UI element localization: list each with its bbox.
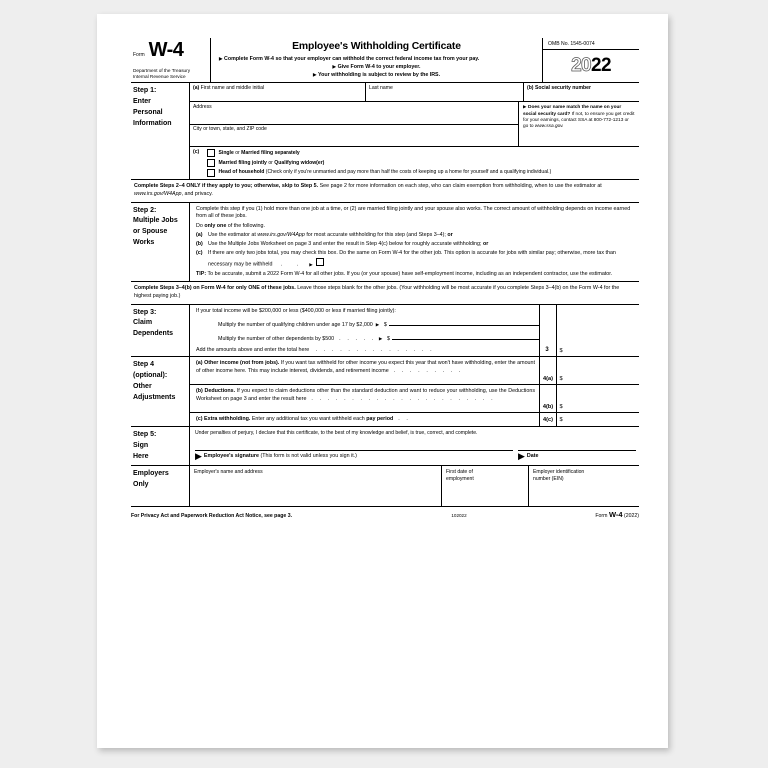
step-4c-dollar: $: [559, 417, 563, 424]
steps-3-4b-notice: [131, 282, 639, 304]
w4-form: [131, 38, 639, 520]
step-4a-line-number: 4(a): [543, 375, 553, 382]
field-tag-a: (a): [193, 84, 200, 91]
step-3-total-row: [196, 347, 539, 354]
steps-3-4b-notice-bold: Complete Steps 3–4(b) on Form W-4 for only ONE of these jobs.: [134, 285, 296, 292]
step-3-label: [131, 305, 190, 357]
city-state-zip-field[interactable]: [190, 125, 518, 147]
step-4b-dots: . . . . . . . . . . . . . . . . . . . . . . .: [311, 395, 496, 402]
step-4a-amount-col[interactable]: [556, 357, 639, 384]
first-date-label-line-1: First date of: [446, 468, 473, 475]
ssa-website: www.ssa.gov.: [534, 124, 564, 130]
step-4c-amount-col[interactable]: [556, 413, 639, 426]
last-name-field[interactable]: [366, 83, 524, 101]
step-4b-title: Deductions.: [204, 388, 236, 395]
employers-only-section: [131, 466, 639, 507]
step-2-option-b-key: (b): [196, 241, 203, 248]
employers-label-line-2: Only: [133, 481, 149, 489]
step-2-option-b: [196, 241, 636, 249]
step-4c-dots: . .: [398, 416, 411, 423]
form-title: Employee's Withholding Certificate: [292, 41, 461, 52]
address-field[interactable]: [190, 102, 518, 125]
ein-field[interactable]: [529, 466, 639, 506]
form-identity-block: [131, 38, 211, 82]
step-2-label: [131, 203, 190, 282]
step-4c-body: Enter any additional tax you want withheld each: [250, 416, 367, 423]
bullet-2: [215, 63, 538, 71]
filing-status-joint[interactable]: [207, 159, 639, 167]
date-line[interactable]: [518, 449, 636, 451]
step-2-label-line-1: Step 2:: [133, 206, 157, 214]
checkbox-two-jobs[interactable]: [316, 258, 324, 266]
step-3-children-input[interactable]: [389, 318, 539, 326]
step-2-option-c-key: (c): [196, 250, 203, 257]
step-4-label: [131, 357, 190, 426]
checkbox-head-of-household[interactable]: [207, 169, 215, 177]
filing-status-hoh-label: Head of household: [218, 169, 265, 176]
ssn-label: Social security number: [534, 84, 591, 91]
step-2-option-a-text: [208, 232, 636, 240]
omb-year-block: [543, 38, 639, 82]
employers-label-line-1: Employers: [133, 470, 169, 478]
step-4c-number-col: [539, 413, 556, 426]
step-4a-text: [190, 357, 539, 384]
step-2-label-line-3: or Spouse: [133, 228, 168, 236]
address-label: Address: [193, 103, 212, 110]
filing-status-single-label2: Married filing separately: [241, 150, 300, 157]
step-4b-row: [190, 384, 639, 412]
opt-a-post: for most accurate withholding for this step (and Steps 3–4);: [304, 232, 448, 239]
department-line-1: Department of the Treasury: [133, 67, 191, 73]
step-2-tip-text: To be accurate, submit a 2022 Form W-4 for all other jobs. If you (or your spouse) have self-employment income, including as an independent contractor, use the estimator.: [206, 270, 613, 277]
field-tag-b: (b): [527, 84, 534, 91]
arrow-right-icon: ▶: [518, 451, 525, 462]
step-4a-title: Other income (not from jobs).: [204, 360, 280, 367]
bullet-2-text: Give Form W-4 to your employer.: [337, 64, 421, 71]
arrow-right-icon: ▶: [332, 64, 337, 70]
form-word-label: Form: [133, 52, 145, 58]
step-4c-line-number: 4(c): [543, 417, 553, 424]
bullet-3: [215, 71, 538, 79]
step-3-section: [131, 305, 639, 358]
step-4b-number-col: [539, 385, 556, 412]
filing-status-joint-label: Married filing jointly: [218, 159, 267, 166]
step-3-total-dots: . . . . . . . . . . . . . . .: [315, 346, 435, 353]
step-5-section: [131, 427, 639, 467]
step-1-label-line-1: Step 1:: [133, 87, 157, 95]
employers-only-label: [131, 466, 190, 506]
step-1-label-line-2: Enter: [133, 98, 151, 106]
date-label: Date: [526, 452, 539, 459]
checkbox-single[interactable]: [207, 149, 215, 157]
first-date-label-line-2: employment: [446, 475, 474, 482]
arrow-right-icon: ▶: [312, 72, 317, 78]
ssn-note-body: If not, to ensure you get credit for your earnings, contact SSA at 800-772-1213 or go to: [523, 111, 635, 130]
irs-w4app-url: www.irs.gov/W4App: [134, 190, 182, 197]
step-4c-pay-period: pay period: [366, 416, 394, 423]
form-number: W-4: [148, 39, 184, 61]
employer-name-address-label: Employer's name and address: [194, 468, 263, 475]
checkbox-married-jointly[interactable]: [207, 159, 215, 167]
step-5-label-line-2: Sign: [133, 441, 149, 449]
step-3-children-label: Multiply the number of qualifying children under age 17 by $2,000: [218, 322, 373, 329]
step-1-label-line-4: Information: [133, 119, 172, 127]
step-4b-line-number: 4(b): [542, 403, 554, 410]
step-3-others-dollar: $: [386, 336, 390, 343]
step-4c-text: [190, 413, 539, 426]
form-number-line: [133, 40, 207, 60]
filing-status-joint-conj: or: [266, 159, 275, 166]
step-2-label-line-4: Works: [133, 239, 155, 247]
step-4b-key: (b): [196, 388, 203, 395]
step-2-label-line-2: Multiple Jobs: [133, 217, 178, 225]
first-date-employment-field[interactable]: [442, 466, 529, 506]
step-2-option-a: [196, 232, 636, 240]
step-2-tip: [196, 271, 636, 279]
steps-3-4b-notice-rest: Leave those steps blank for the other jobs. (Your withholding will be most accurate if you complete Steps 3–4(b) on the Form W-4 for the highest paying job.): [134, 285, 620, 299]
step-1-section: [131, 83, 639, 180]
bullet-1: [215, 55, 538, 63]
step-1-label-line-3: Personal: [133, 109, 163, 117]
tax-year-bold: 22: [591, 55, 611, 77]
department-line-2: Internal Revenue Service: [133, 74, 186, 80]
step-4-label-line-3: Other: [133, 382, 152, 390]
step-3-others-row: [196, 332, 539, 343]
tax-year-outline: 20: [571, 55, 591, 77]
step-1-label: [131, 83, 190, 179]
step-4-label-line-2: (optional):: [133, 372, 168, 380]
step-3-amount-col[interactable]: [556, 305, 639, 357]
step-3-children-dollar: $: [383, 322, 387, 329]
step-3-others-label: Multiply the number of other dependents by $500: [218, 336, 335, 343]
opt-a-pre: Use the estimator at: [208, 232, 258, 239]
ssn-note-question: Does your name match the name on your social security card?: [523, 105, 622, 117]
step-2-option-a-key: (a): [196, 232, 203, 239]
steps-2-4-notice: [131, 180, 639, 202]
step-3-intro: If your total income will be $200,000 or less ($400,000 or less if married filing jointly):: [196, 307, 396, 314]
step-2-option-c: [196, 250, 636, 269]
step-5-label: [131, 427, 190, 466]
step-4c-title: Extra withholding.: [204, 416, 251, 423]
ssn-field[interactable]: [524, 83, 639, 101]
print-code: 102022: [451, 513, 467, 519]
step-3-children-row: [196, 318, 539, 329]
omb-number: OMB No. 1545-0074: [543, 38, 639, 50]
step-4-section: [131, 357, 639, 427]
last-name-label: Last name: [369, 84, 393, 91]
filing-status-single-label: Single: [218, 150, 234, 157]
step-4c-key: (c): [196, 416, 203, 423]
step-4a-dollar: $: [559, 375, 563, 382]
opt-a-or: or: [447, 232, 453, 239]
signature-line[interactable]: [195, 449, 513, 451]
step-4a-body: If you want tax withheld for other income you expect this year that won't have withholding, enter the amount of other income here. This may include interest, dividends, and retirement income: [196, 360, 535, 374]
step-3-amount-dollar: $: [559, 347, 563, 354]
arrow-right-icon: ▶: [309, 261, 313, 267]
arrow-right-icon: ▶: [219, 56, 223, 62]
filing-status-group: [190, 146, 639, 179]
arrow-right-icon: ▶: [523, 104, 527, 110]
first-name-field[interactable]: [190, 83, 366, 101]
step-2-option-c-text: [208, 250, 636, 269]
step-3-total-label: Add the amounts above and enter the total here: [196, 346, 310, 353]
filing-status-hoh[interactable]: [207, 169, 639, 177]
step-3-others-dots: . . . . .: [339, 336, 376, 343]
footer-form-number: W-4: [608, 510, 623, 520]
do-only-pre: Do: [196, 223, 205, 230]
signature-block[interactable]: [195, 449, 513, 462]
form-title-block: [211, 38, 543, 82]
footer-form-word: Form: [595, 513, 608, 520]
steps-2-4-notice-bold: Complete Steps 2–4 ONLY if they apply to you; otherwise, skip to Step 5.: [134, 183, 319, 190]
step-3-label-line-2: Claim: [133, 319, 153, 327]
step-4-label-line-4: Adjustments: [133, 393, 176, 401]
step-3-label-line-3: Dependents: [133, 330, 174, 338]
opt-a-url: www.irs.gov/W4App: [257, 232, 305, 239]
step-4c-row: [190, 412, 639, 426]
filing-status-joint-label2: Qualifying widow(er): [274, 159, 325, 166]
steps-2-4-notice-rest: See page 2 for more information on each step, who can claim exemption from withholding, when to use the estimator at: [318, 183, 602, 190]
bullet-1-text: Complete Form W-4 so that your employer can withhold the correct federal income tax from your pay.: [224, 56, 480, 63]
filing-status-hoh-note: (Check only if you're unmarried and pay more than half the costs of keeping up a home for yourself and a qualifying individual.): [264, 169, 552, 176]
opt-b-or: or: [482, 241, 489, 248]
perjury-statement: Under penalties of perjury, I declare that this certificate, to the best of my knowledge and belief, is true, correct, and complete.: [195, 429, 478, 436]
step-4a-dots: . . . . . . . . .: [393, 367, 464, 374]
filing-status-single-conj: or: [233, 150, 242, 157]
step-4b-amount-col[interactable]: [556, 385, 639, 412]
bullet-3-text: Your withholding is subject to review by the IRS.: [318, 72, 441, 79]
city-label: City or town, state, and ZIP code: [193, 126, 267, 133]
step-2-do-only-one: [196, 223, 636, 231]
step-5-label-line-3: Here: [133, 452, 149, 460]
department-block: [133, 68, 207, 81]
arrow-right-icon: ▶: [195, 451, 202, 462]
step-3-others-input[interactable]: [392, 332, 539, 340]
step-4b-dollar: $: [559, 403, 563, 410]
filing-status-single[interactable]: [207, 149, 639, 157]
employer-name-address-field[interactable]: [190, 466, 442, 506]
step-2-tip-label: TIP:: [196, 270, 207, 277]
step-4b-text: [190, 385, 539, 412]
signature-label: Employee's signature: [203, 452, 259, 459]
step-2-section: [131, 203, 639, 283]
step-2-option-b-text: [208, 241, 636, 249]
step-4-label-line-1: Step 4: [133, 361, 155, 369]
arrow-right-icon: ▶: [375, 322, 380, 328]
tax-year: [543, 50, 639, 82]
step-2-intro: Complete this step if you (1) hold more than one job at a time, or (2) are married filing jointly and your spouse also works. The correct amount of withholding depends on income earned from all of these jobs.: [196, 205, 631, 220]
field-tag-c: (c): [193, 149, 200, 156]
step-4a-number-col: [539, 357, 556, 384]
ssn-name-match-note: [519, 102, 639, 146]
ein-label-line-1: Employer identification: [533, 468, 585, 475]
steps-2-4-notice-tail: , and privacy.: [181, 190, 213, 197]
step-4b-body: If you expect to claim deductions other than the standard deduction and want to reduce your withholding, use the Deductions Worksheet on page 3 and enter the result here: [196, 388, 535, 402]
footer-form-id: [519, 510, 639, 520]
opt-b-pre: Use the Multiple Jobs Worksheet on page 3 and enter the result in Step 4(c) below for roughly accurate withholding;: [208, 241, 483, 248]
step-3-line-number-col: [539, 305, 556, 357]
form-bullets: [215, 55, 538, 79]
form-footer: [131, 507, 639, 520]
do-only-post: of the following.: [226, 223, 265, 230]
step-5-label-line-1: Step 5:: [133, 430, 157, 438]
privacy-act-notice: For Privacy Act and Paperwork Reduction Act Notice, see page 3.: [131, 513, 293, 520]
footer-form-year: (2022): [624, 513, 639, 520]
ein-label-line-2: number (EIN): [533, 475, 564, 482]
form-header: [131, 38, 639, 83]
opt-c-dots: . .: [272, 261, 310, 268]
signature-note: (This form is not valid unless you sign it.): [258, 452, 357, 459]
step-3-line-number: 3: [545, 347, 549, 354]
step-4a-row: [190, 357, 639, 384]
do-only-bold: only one: [204, 223, 227, 230]
step-3-label-line-1: Step 3:: [133, 308, 157, 316]
step-4a-key: (a): [196, 360, 203, 367]
arrow-right-icon: ▶: [378, 336, 383, 342]
opt-c-pre: If there are only two jobs total, you may check this box. Do the same on Form W-4 for the other job. This option is accurate for jobs with similar pay; otherwise, more tax than necessary may be withheld: [208, 250, 616, 268]
date-block[interactable]: [518, 449, 636, 462]
first-name-label: First name and middle initial: [200, 84, 265, 91]
